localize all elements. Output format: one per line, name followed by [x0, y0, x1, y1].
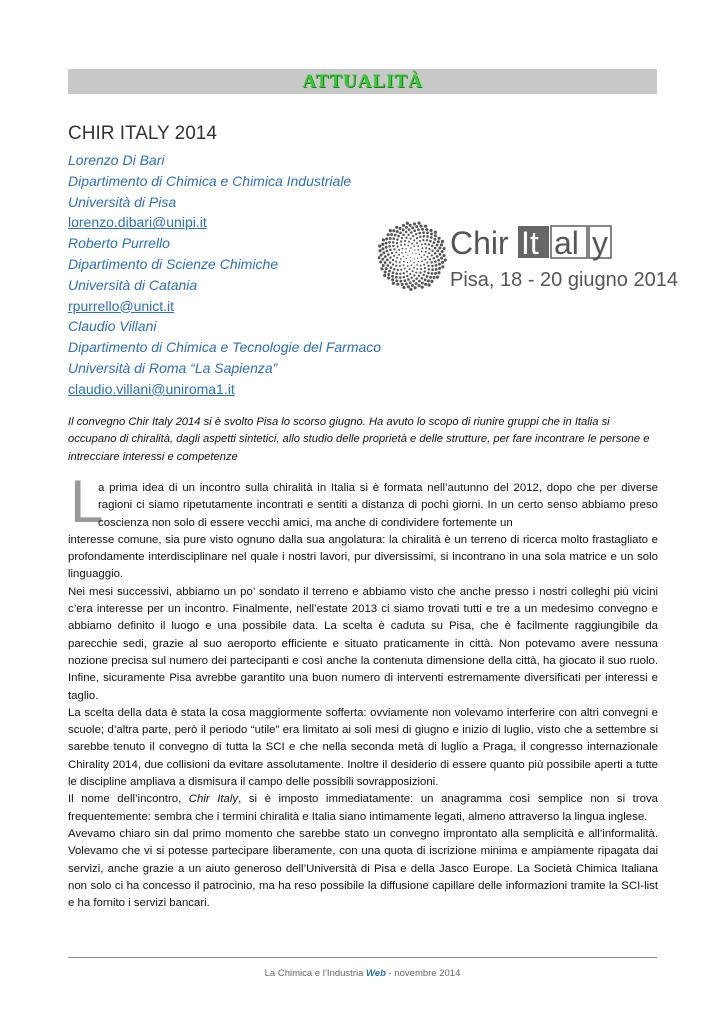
logo-dot [426, 261, 428, 263]
logo-dot [438, 247, 441, 250]
logo-dot [402, 228, 405, 231]
logo-dot [395, 276, 398, 279]
article-abstract: Il convegno Chir Italy 2014 si è svolto Pisa lo scorso giugno. Ha avuto lo scopo di riunire gruppi che in Italia si occupano di chiralità, dagli aspetti sintetici, allo studio delle proprietà e delle strutture, per fare incontrare le persone e intrecciare interessi e competenze [68, 416, 650, 463]
logo-dot [381, 247, 384, 250]
section-title: ATTUALITÀ [302, 71, 423, 92]
logo-dot [387, 233, 390, 236]
logo-dot [419, 224, 422, 227]
logo-dot [381, 243, 384, 246]
logo-dot [404, 240, 406, 242]
logo-dot [435, 268, 438, 271]
logo-dot [410, 247, 412, 249]
logo-dot [400, 258, 402, 260]
logo-dot [424, 267, 426, 269]
logo-dot [402, 286, 405, 289]
logo-dot [410, 260, 411, 261]
logo-dot [421, 286, 424, 289]
logo-dot [418, 284, 421, 287]
logo-dot [401, 237, 403, 239]
logo-dot [382, 264, 385, 267]
logo-dot [436, 244, 439, 247]
logo-dot [427, 265, 429, 267]
logo-dot [428, 243, 430, 245]
logo-dot [409, 288, 412, 291]
logo-dot [402, 234, 405, 237]
logo-dot [415, 282, 418, 285]
footer-divider [68, 957, 657, 958]
logo-dot [413, 245, 415, 247]
logo-dot [423, 235, 426, 238]
page-footer [0, 968, 725, 979]
logo-dot [421, 228, 424, 231]
logo-dot [403, 272, 405, 274]
logo-dot [385, 237, 388, 240]
logo-dot [379, 260, 382, 263]
logo-dot [414, 286, 417, 289]
paragraph-2: Nei mesi successivi, abbiamo un po’ sondato il terreno e abbiamo visto che anche presso i nostri colleghi più vicini c’era interesse per un incontro. Finalmente, nell’estate 2013 ci siamo trovati tutti e tre a un medesimo convegno e abbiamo definito il luogo e una possibile data. La scelta è caduta su Pisa, che è facilmente raggiungibile da parecchie sedi, grazie al suo aeroporto efficiente e situato praticamente in città. Non potevamo avere nessuna nozione precisa sul numero dei partecipanti e così anche la contenuta dimensione della città, ha giocato il suo ruolo. Infine, sicuramente Pisa avrebbe garantito una buon numero di interventi estremamente diversificati per interessi e taglio. [68, 585, 658, 702]
logo-dot [433, 276, 436, 279]
logo-dot [417, 245, 419, 247]
logo-dot [392, 259, 394, 261]
logo-dot [392, 263, 394, 265]
paragraph-5: Avevamo chiaro sin dal primo momento che sarebbe stato un convegno improntato alla semplicità e all’informalità. Volevamo che vi si potesse partecipare liberamente, con una quota di iscrizione minima e ampiamente ripagata dai servizi, anche grazie a un aiuto generoso dell’Università di Pisa e della Jasco Europe. La Società Chimica Italiana non solo ci ha concesso il patrocinio, ma ha reso possibile la diffusione capillare delle informazioni tramite la SCI-list e ha fornito i servizi bancari. [68, 827, 658, 910]
logo-dot [396, 283, 399, 286]
logo-dot [421, 243, 423, 245]
logo-dot [403, 256, 405, 258]
logo-dot [399, 261, 401, 263]
logo-dot [393, 255, 395, 257]
logo-subtitle: Pisa, 18 - 20 giugno 2014 [450, 269, 678, 291]
logo-dot [407, 255, 408, 256]
logo-dot [386, 264, 389, 267]
author-affiliation: Dipartimento di Scienze Chimiche [68, 255, 279, 272]
logo-dot [415, 277, 418, 280]
logo-dot [422, 239, 424, 241]
logo-dot [403, 264, 405, 266]
logo-dot [423, 264, 425, 266]
logo-dot [429, 258, 431, 260]
logo-dot [399, 227, 402, 230]
logo-dot [391, 252, 393, 254]
logo-dot [440, 243, 443, 246]
logo-al: al [554, 225, 579, 261]
logo-chir: Chir [450, 225, 509, 261]
logo-dot [419, 272, 421, 274]
logo-dot [405, 252, 406, 253]
logo-dot [392, 241, 395, 244]
logo-dot [438, 267, 441, 270]
logo-dot [406, 275, 408, 277]
logo-dot [397, 246, 399, 248]
logo-dot [406, 222, 409, 225]
logo-dot [431, 254, 433, 256]
logo-dot [434, 252, 437, 255]
author-affiliation: Dipartimento di Chimica e Tecnologie del Farmaco [68, 339, 382, 356]
logo-dot [388, 241, 391, 244]
author-name: Lorenzo Di Bari [68, 152, 165, 168]
logo-dot [396, 230, 399, 233]
logo-dot [424, 225, 427, 228]
logo-dot [415, 271, 417, 273]
logo-dot [426, 235, 429, 238]
logo-dot [398, 254, 400, 256]
logo-dot [409, 281, 412, 284]
logo-dot [429, 276, 432, 279]
logo-dot [401, 283, 404, 286]
logo-dot [415, 233, 417, 235]
logo-dot [409, 268, 411, 270]
logo-dot [427, 283, 430, 286]
logo-dot [395, 279, 398, 282]
logo-dot [419, 240, 421, 242]
logo-dot [407, 234, 409, 236]
logo-dot [423, 254, 425, 256]
logo-dot [409, 273, 411, 275]
logo-dot [439, 253, 442, 256]
logo-dot [389, 237, 392, 240]
logo-dot [440, 257, 443, 260]
logo-dot [385, 242, 388, 245]
logo-dot [408, 228, 411, 231]
logo-dot [405, 237, 407, 239]
logo-dot [425, 228, 428, 231]
logo-dot [392, 229, 395, 232]
footer-web: Web [366, 968, 386, 979]
logo-dot [416, 237, 418, 239]
logo-dot [396, 238, 398, 240]
logo-dot [411, 284, 414, 287]
author-name: Claudio Villani [68, 318, 157, 335]
logo-dot [437, 271, 440, 274]
author-email-link[interactable]: claudio.villani@uniroma1.it [68, 380, 235, 397]
logo-dot [414, 258, 415, 259]
logo-dot [391, 278, 394, 281]
logo-dot [438, 237, 441, 240]
drop-cap: L [70, 468, 104, 535]
logo-dot [407, 285, 410, 288]
logo-dot [413, 274, 415, 276]
footer-suffix: - novembre 2014 [385, 968, 461, 979]
logo-dot [425, 247, 427, 249]
logo-dot [412, 280, 415, 283]
logo-dot [437, 240, 440, 243]
logo-dot [394, 234, 397, 237]
logo-dot [384, 255, 387, 258]
logo-dot [441, 240, 444, 243]
author-affiliation: Università di Pisa [68, 193, 177, 210]
logo-dot [442, 254, 445, 257]
logo-dot [405, 258, 406, 259]
logo-dot [400, 240, 402, 242]
logo-dot [420, 268, 422, 270]
logo-dot [416, 242, 418, 244]
logo-dot [434, 247, 437, 250]
logo-dot [401, 252, 403, 254]
logo-dot [378, 256, 380, 259]
author-name: Roberto Purrello [68, 235, 170, 252]
logo-dot [386, 259, 389, 262]
paragraph-1-end: interesse comune, sia pure visto ognuno dalla sua angolatura: la chiralità è un terreno di ricerca molto frastagliato e profondamente interdisciplinare nel quale i nostri lavori, pur diversissimi, si incontrano in una sola matrice e un solo linguaggio. [68, 533, 658, 581]
logo-dot [405, 282, 408, 285]
logo-dot [396, 257, 398, 259]
logo-dot [416, 264, 418, 266]
logo-dot [403, 276, 406, 279]
logo-dot [416, 268, 418, 270]
logo-dot [422, 247, 424, 249]
logo-dot [389, 249, 392, 252]
author-email-link[interactable]: rpurrello@unict.it [68, 297, 175, 314]
logo-dot [417, 228, 420, 231]
logo-dot [392, 237, 395, 240]
logo-dot [407, 245, 409, 247]
logo-dot [431, 250, 433, 252]
logo-dot [412, 252, 413, 253]
logo-dot [406, 271, 408, 273]
logo-dot [424, 259, 426, 261]
logo-dot [421, 251, 423, 253]
logo-dot [430, 280, 433, 283]
logo-dot [418, 261, 420, 263]
logo-dot [405, 231, 408, 234]
paragraph-3: La scelta della data è stata la cosa maggiormente sofferta: ovviamente non volevamo interferire con altri convegni e scuole; d’altra parte, però il periodo “utile” era limitato ai soli mesi di giugno e inizio di luglio, visto che a settembre si sarebbe tenuto il convegno di tutta la SCI e che nella seconda metà di luglio a Praga, il congresso internazionale Chirality 2014, due collisioni da evitare assolutamente. Inoltre il desiderio di essere quanto più possibile aperti a tutte le discipline ampliava a dismisura il campo delle possibili sovrapposizioni. [68, 706, 658, 789]
logo-dot [409, 250, 410, 251]
logo-dot [430, 261, 432, 263]
logo-dot [427, 279, 430, 282]
logo-dot [390, 266, 393, 269]
logo-dot [404, 244, 406, 246]
paragraph-4-a: Il nome dell’incontro, [68, 793, 189, 806]
logo-dot [379, 249, 382, 252]
logo-dot [420, 265, 422, 267]
logo-dot [395, 265, 397, 267]
logo-dot [434, 272, 437, 275]
logo-dot [393, 248, 395, 250]
chir-italy-logo [378, 218, 678, 294]
logo-dot [421, 281, 424, 284]
logo-dot [382, 251, 385, 254]
logo-it: It [521, 225, 539, 261]
logo-dot [419, 236, 421, 238]
logo-dot [426, 232, 429, 235]
logo-dot [411, 242, 413, 244]
logo-dot [408, 241, 410, 243]
logo-dot [389, 261, 392, 264]
logo-dot [428, 248, 430, 250]
logo-dot [438, 263, 441, 266]
logo-dot [427, 256, 429, 258]
logo-dot [431, 272, 434, 275]
logo-dot [410, 237, 412, 239]
logo-dot [434, 238, 437, 241]
logo-dot [441, 265, 444, 268]
logo-dot [411, 264, 413, 266]
logo-dot [414, 249, 415, 250]
sunflower-dots-icon [378, 222, 447, 291]
logo-dot [387, 253, 390, 256]
logo-dot [395, 272, 398, 275]
logo-dot [392, 271, 395, 274]
paragraph-4-emphasis: Chir Italy [188, 793, 239, 806]
logo-dot [388, 270, 391, 273]
logo-dot [431, 245, 434, 248]
logo-dot [409, 224, 412, 227]
logo-dot [415, 253, 416, 254]
logo-dot [385, 246, 388, 249]
logo-dot [426, 239, 428, 241]
logo-dot [381, 258, 384, 261]
logo-dot [436, 255, 439, 258]
logo-dot [422, 274, 424, 276]
logo-dot [384, 261, 387, 264]
author-affiliation: Università di Catania [68, 276, 198, 293]
logo-dot [431, 265, 434, 268]
logo-dot [382, 238, 385, 241]
logo-dot [398, 249, 400, 251]
logo-dot [424, 243, 426, 245]
logo-dot [410, 277, 412, 279]
logo-dot [412, 235, 414, 237]
logo-dot [395, 251, 397, 253]
author-email-link[interactable]: lorenzo.dibari@unipi.it [68, 214, 207, 231]
logo-dot [410, 231, 413, 234]
author-affiliation: Dipartimento di Chimica e Chimica Industriale [68, 172, 352, 189]
logo-dot [428, 268, 430, 270]
logo-dot [441, 250, 444, 253]
logo-dot [435, 264, 438, 267]
logo-dot [397, 269, 399, 271]
logo-dot [399, 276, 402, 279]
logo-dot [433, 257, 435, 259]
logo-dot [427, 272, 430, 275]
logo-dot [392, 282, 395, 285]
logo-dot [378, 245, 381, 248]
logo-dot [428, 252, 430, 254]
logo-dot [388, 245, 391, 248]
logo-dot [422, 231, 425, 234]
logo-dot [395, 226, 398, 229]
logo-dot [399, 232, 402, 235]
logo-dot [413, 262, 414, 263]
logo-dot [415, 225, 418, 228]
paragraph-4-b: , si è imposto immediatamente: un anagramma così semplice non si trova frequentemente: sembra che i termini chiralità e Italia siano intimamente legati, almeno attraverso la lingua inglese. [68, 793, 658, 823]
logo-dot [421, 277, 424, 280]
logo-dot [437, 259, 440, 262]
logo-dot [403, 279, 406, 282]
logo-dot [387, 276, 390, 279]
logo-dot [380, 254, 383, 257]
logo-dot [407, 262, 409, 264]
article-body [68, 480, 658, 912]
logo-dot [389, 256, 391, 258]
logo-dot [412, 270, 414, 272]
logo-dot [442, 247, 445, 250]
logo-dot [434, 231, 437, 234]
paragraph-4 [68, 791, 658, 826]
logo-dot [399, 265, 401, 267]
logo-dot [407, 278, 410, 281]
logo-dot [393, 268, 395, 270]
logo-dot [413, 222, 416, 225]
logo-dot [430, 229, 433, 232]
logo-dot [436, 249, 439, 252]
logo-dot [413, 267, 415, 269]
footer-prefix: La Chimica e l’Industria [264, 968, 367, 979]
paragraph-1-start: a prima idea di un incontro sulla chiralità in Italia si è formata nell’autunno del 2012, dopo che per diverse ragioni ci siamo ripetutamente incontrati e sentiti a distanza di pochi giorni. In un certo senso abbiamo preso coscienza non solo di essere vecchi amici, ma anche di condividere fortemente un [98, 482, 658, 529]
logo-dot [417, 257, 418, 258]
logo-dot [402, 248, 404, 250]
logo-dot [424, 283, 427, 286]
logo-dot [397, 235, 400, 238]
logo-dot [429, 240, 432, 243]
logo-dot [417, 222, 420, 225]
logo-dot [421, 256, 423, 258]
logo-dot [441, 261, 444, 264]
logo-dot [410, 257, 411, 258]
logo-dot [402, 224, 405, 227]
logo-dot [434, 234, 437, 237]
logo-dot [411, 226, 414, 229]
logo-dot [384, 270, 387, 273]
logo-dot [418, 275, 420, 277]
logo-y: y [592, 225, 608, 261]
logo-dot [386, 250, 389, 253]
logo-dot [433, 241, 436, 244]
section-banner [68, 69, 657, 94]
logo-dot [405, 226, 408, 229]
logo-dot [385, 267, 388, 270]
logo-dot [419, 254, 421, 256]
logo-dot [400, 269, 402, 271]
logo-dot [413, 229, 416, 232]
logo-dot [434, 260, 437, 263]
logo-dot [387, 273, 390, 276]
logo-dot [413, 239, 415, 241]
logo-dot [418, 232, 421, 235]
logo-dot [444, 258, 447, 261]
logo-dot [405, 248, 407, 250]
logo-dot [426, 275, 429, 278]
logo-dot [391, 275, 394, 278]
logo-dot [392, 245, 394, 247]
logo-dot [424, 278, 427, 281]
logo-dot [400, 244, 402, 246]
logo-dot [399, 280, 402, 283]
logo-dot [418, 280, 421, 283]
logo-dot [425, 251, 427, 253]
logo-dot [380, 267, 383, 270]
logo-dot [424, 270, 426, 272]
logo-dot [383, 274, 386, 277]
logo-dot [390, 233, 393, 236]
logo-dot [407, 265, 409, 267]
logo-dot [399, 273, 401, 275]
logo-dot [396, 242, 398, 244]
author-affiliation: Università di Roma “La Sapienza” [68, 359, 278, 376]
article-title: CHIR ITALY 2014 [68, 123, 217, 144]
logo-dot [403, 261, 405, 263]
logo-dot [418, 249, 420, 251]
logo-dot [421, 260, 423, 262]
logo-dot [431, 268, 434, 271]
logo-dot [404, 268, 406, 270]
logo-dot [430, 233, 433, 236]
logo-dot [430, 236, 433, 239]
logo-dot [395, 261, 397, 263]
logo-dot [436, 275, 439, 278]
logo-dot [389, 229, 392, 232]
